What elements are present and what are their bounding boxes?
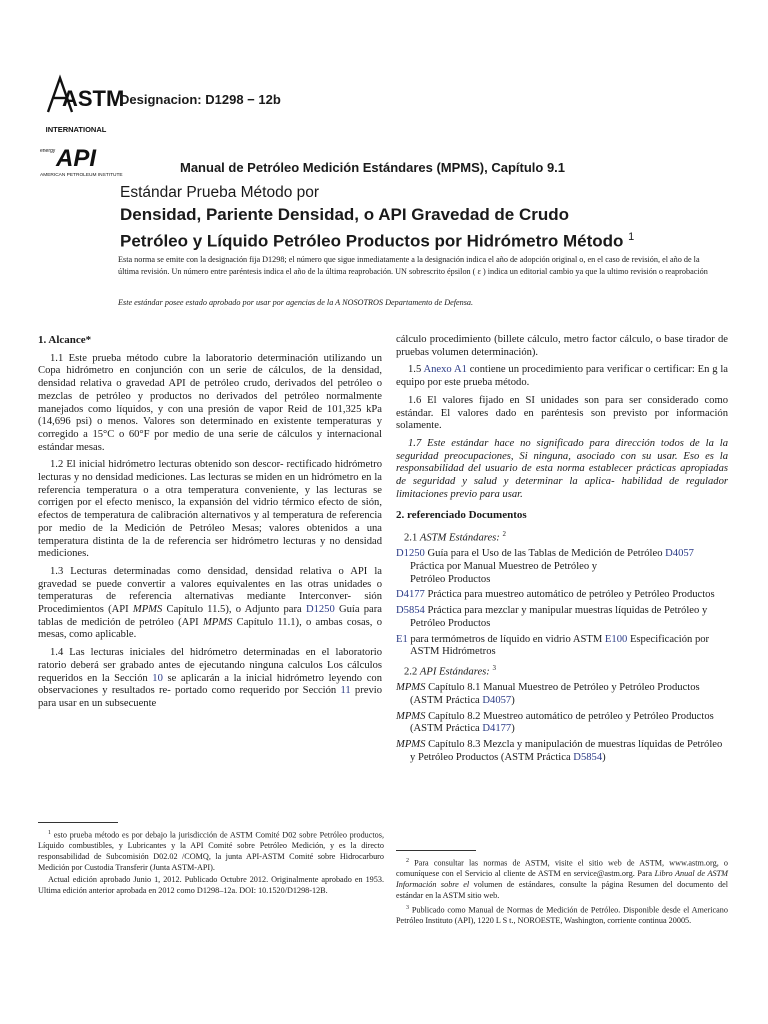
subsection-2-1: 2.1 ASTM Estándares: $^2$ xyxy=(404,530,506,544)
footnote-1: $^1$ esto prueba método es por debajo la jurisdicción de ASTM Comité D02 sobre Petróleo productos, Líquido combustibles, y Lubricantes y la API Comité sobre Petróleo Medición, y es la directo responsabilidad de Subcomisión D02.02 /COMQ, la junta API-ASTM Comité sobre Hidrocarburo Medición por Custodia Transferir (Junta ASTM-API). xyxy=(38,830,384,872)
link-section-10[interactable]: 10 xyxy=(152,672,163,684)
left-column xyxy=(38,334,382,716)
api-logo-institute: AMERICAN PETROLEUM INSTITUTE xyxy=(40,173,123,178)
standard-title-line2: Petróleo y Líquido Petróleo Productos por Hidrómetro Método xyxy=(120,231,624,251)
footnotes-left xyxy=(38,828,384,898)
footnote-rule-right xyxy=(396,850,476,851)
issue-note: Esta norma se emite con la designación fija D1298; el número que sigue inmediatamente a la designación indica el año de adopción original o, en el caso de revisión, el año de la última revisión. Un número entre paréntesis indica el año de la última reaprobación. UN sobrescrito épsilon ( ε ) indica un editorial cambio ya que la ultimo revisión o reaprobación xyxy=(118,255,708,276)
reference-e1-e100: E1 para termómetros de líquido en vidrio ASTM E100 Especificación por ASTM Hidrómetros xyxy=(396,633,710,658)
link-d1250[interactable]: D1250 xyxy=(305,604,335,616)
link-d4177[interactable]: D4177 xyxy=(396,589,425,601)
title-footnote-mark: 1 xyxy=(628,231,635,243)
paragraph-1-1: 1.1 Este prueba método cubre la laboratorio determinación utilizando un Copa hidrómetro en conjunción con un serie de cálculos, de la densidad, densidad relativa o gravedad API de petróleo crudo, derivados del petróleo o mezclas de petróleo y productos no derivados del petróleo normalmente manejados como líquidos, y con una presión de vapor Reid de 101,325 kPa (14,696 psi) o menos. Valores son determinado en existente temperaturas y corregido a 15°C o 60°F por medio de una serie de cálculos y internacional estándar mesas. xyxy=(38,352,382,453)
astm-logo-text: ASTM xyxy=(62,86,125,111)
mpms-chapter-line: Manual de Petróleo Medición Estándares (MPMS), Capítulo 9.1 xyxy=(180,160,566,175)
link-annex-a1[interactable]: Anexo A1 xyxy=(423,364,467,376)
reference-d1250: D1250 Guía para el Uso de las Tablas de Medición de Petróleo D4057 Práctica por Manual Muestreo de Petróleo y Petróleo Productos xyxy=(396,548,694,585)
link-d4057[interactable]: D4057 xyxy=(665,548,694,560)
api-logo xyxy=(40,140,170,180)
paragraph-1-6: 1.6 El valores fijado en SI unidades son para ser considerado como estándar. El valores dado en paréntesis son previsto por información solamente. xyxy=(396,394,728,432)
api-logo-text: API xyxy=(56,145,97,172)
api-reference-8-3: MPMS Capítulo 8.3 Mezcla y manipulación de muestras líquidas de Petróleo y Petróleo Productos (ASTM Práctica D5854) xyxy=(396,739,723,763)
link-d4057[interactable]: D4057 xyxy=(482,694,512,706)
link-d5854[interactable]: D5854 xyxy=(396,605,425,617)
approval-note: Este estándar posee estado aprobado por usar por agencias de la A NOSOTROS Departamento de Defensa. xyxy=(118,298,474,307)
link-d4177[interactable]: D4177 xyxy=(482,723,512,735)
api-reference-8-1: MPMS Capítulo 8.1 Manual Muestreo de Petróleo y Petróleo Productos (ASTM Práctica D4057) xyxy=(396,682,700,706)
astm-logo-international: INTERNATIONAL xyxy=(45,125,107,134)
footnote-1-edition: Actual edición aprobado Junio 1, 2012. Publicado Octubre 2012. Originalmente aprobado en 1953. Ultima edición anterior aprobada en 2012 como D1298–12a. DOI: 10.1520/D1298-12B. xyxy=(38,875,384,895)
paragraph-1-5: 1.5 Anexo A1 contiene un procedimiento para verificar o certificar: En g la equipo por este prueba método. xyxy=(396,364,728,389)
astm-international-logo xyxy=(38,72,125,136)
right-column xyxy=(396,334,728,767)
reference-d4177: D4177 Práctica para muestreo automático de petróleo y Petróleo Productos xyxy=(396,589,715,601)
footnote-rule-left xyxy=(38,822,118,823)
standard-title xyxy=(120,204,720,253)
mpms-ref: MPMS xyxy=(132,604,163,616)
link-d5854[interactable]: D5854 xyxy=(573,751,603,763)
footnote-3: $^3$ Publicado como Manual de Normas de Medición de Petróleo. Disponible desde el Americano Petróleo Instituto (API), 1220 L S t., NOROESTE, Washington, corriente continua 20005. xyxy=(396,905,728,926)
section-1-heading: 1. Alcance* xyxy=(38,334,92,346)
link-e1[interactable]: E1 xyxy=(396,633,408,645)
link-d1250[interactable]: D1250 xyxy=(396,548,425,560)
paragraph-1-4: 1.4 Las lecturas iniciales del hidrómetro determinadas en el laboratorio ratorio deberá ser grabado antes de ejecutando ninguna calculos Los cálculos requeridos en la Sección 10 se aplicarán a la inicial hidrómetro leyendo con observaciones y resultados re- portado como requerido por Sección 11 previo para usar en un subsecuente xyxy=(38,647,382,709)
mpms-ref: MPMS xyxy=(202,616,233,628)
api-logo-energy: energy xyxy=(40,148,56,154)
footnote-2: $^2$ Para consultar las normas de ASTM, visite el sitio web de ASTM, www.astm.org, o comuníquese con el Servicio al cliente de ASTM en service@astm.org. Para Libro Anual de ASTM Información sobre el volumen de estándares, consulte la página Resumen del documento del estándar en la ASTM sitio web. xyxy=(396,858,728,900)
footnotes-right xyxy=(396,856,728,929)
api-reference-8-2: MPMS Capítulo 8.2 Muestreo automático de petróleo y Petróleo Productos (ASTM Práctica D4177) xyxy=(396,710,714,735)
paragraph-1-4-continued: cálculo procedimiento (billete cálculo, metro factor cálculo, o base tirador de pruebas volumen determinación). xyxy=(396,334,728,358)
paragraph-1-3: 1.3 Lecturas determinadas como densidad, densidad relativa o API la gravedad se puede convertir a valores equivalentes en las otras unidades o temperaturas de referencia alternativas mediante Interconver- sión Procedimientos (API MPMS Capítulo 11.5), o Adjunto para D1250 Guía para tablas de medición de petróleo (API MPMS Capítulo 11.1), o ambas cosas, o mesas, como aplicable. xyxy=(38,565,382,641)
standard-title-line1: Densidad, Pariente Densidad, o API Gravedad de Crudo xyxy=(120,205,570,224)
section-2-heading: 2. referenciado Documentos xyxy=(396,509,527,522)
paragraph-1-7: 1.7 Este estándar hace no significado para dirección todos de la la seguridad preocupaciones, Si ninguna, asociado con su usar. Eso es la responsabilidad del usuario de esta norma establecer prácticas apropiadas de seguridad y salud y determinar la aplica- habilidad de regulador limitaciones previo para usar. xyxy=(396,437,728,500)
link-e100[interactable]: E100 xyxy=(604,633,628,645)
designation: Designacion: D1298 − 12b xyxy=(120,92,281,107)
reference-d5854: D5854 Práctica para mezclar y manipular muestras líquidas de Petróleo y Petróleo Productos xyxy=(396,605,708,629)
paragraph-1-2: 1.2 El inicial hidrómetro lecturas obtenido son descor- rectificado hidrómetro lecturas y no densidad mediciones. Las lecturas se miden en un hidrómetro en la referencia temperatura o a otra temperatura conveniente, y las lecturas se corrigen por el efecto menisco, la expansión del vidrio térmico efecto de sión, efectos de temperatura de calibración alternativos y al temperatura de referencia por medio de la Medición de Petróleo Mesas; valores obtenidos a una temperatura distinta de la de referencia ser hidrómetro lecturas y no densidad mediciones. xyxy=(38,459,382,560)
link-section-11[interactable]: 11 xyxy=(340,685,351,697)
standard-prefix: Estándar Prueba Método por xyxy=(120,184,320,201)
subsection-2-2: 2.2 API Estándares: $^3$ xyxy=(404,664,496,678)
